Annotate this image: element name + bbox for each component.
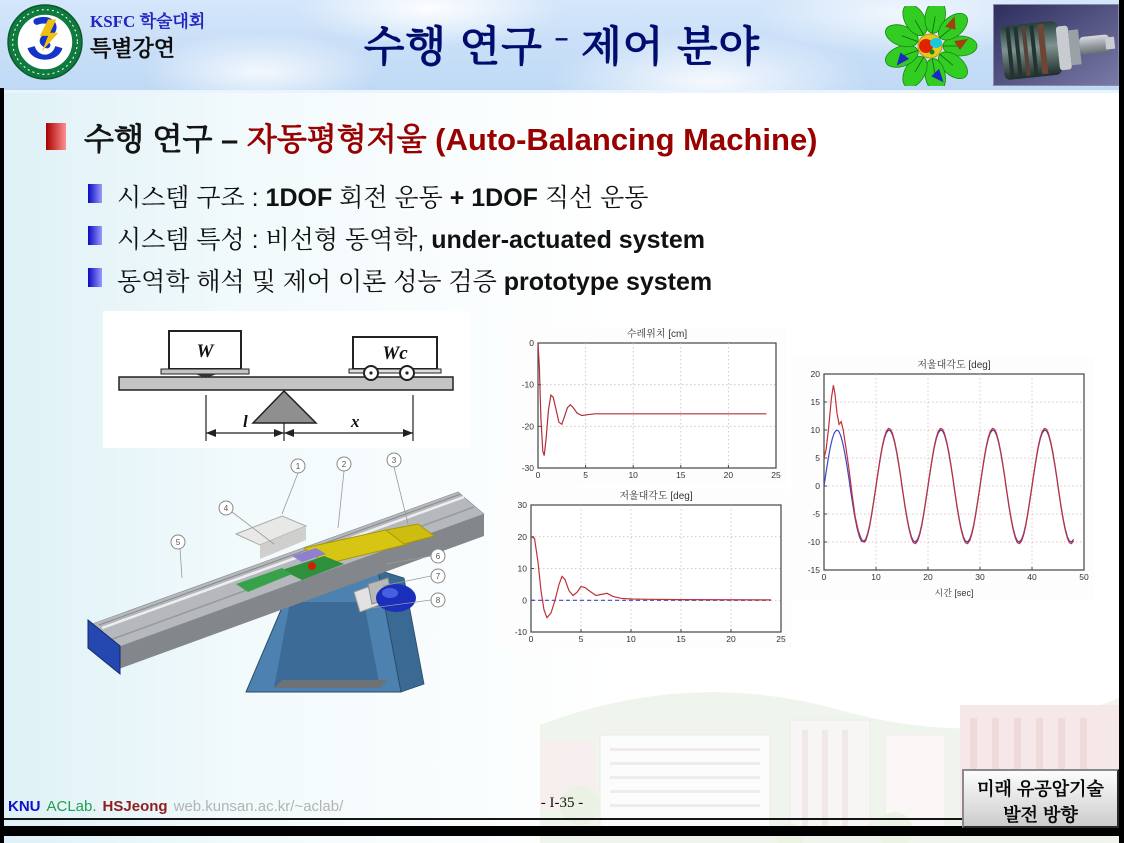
svg-text:0: 0 (821, 572, 827, 582)
main-bullet-text (84, 114, 818, 159)
text-segment: + 1DOF (449, 184, 538, 212)
sub-bullet-text (117, 178, 648, 214)
sub-bullet-prototype (88, 262, 712, 298)
svg-text:-5: -5 (812, 509, 820, 519)
slide-right-border (1119, 0, 1124, 843)
svg-text:8: 8 (435, 596, 441, 605)
svg-text:5: 5 (583, 470, 588, 480)
conference-name: KSFC 학술대회 (90, 12, 206, 31)
header-band (0, 0, 1124, 93)
svg-text:-20: -20 (521, 421, 534, 432)
svg-text:50: 50 (1079, 572, 1089, 582)
motor (376, 584, 416, 612)
title-left: 수행 연구 (363, 23, 543, 70)
series-title-line1: 미래 유공압기술 (977, 779, 1104, 799)
svg-text:-30: -30 (521, 463, 534, 473)
svg-text:20: 20 (923, 572, 933, 582)
text-segment: 동역학 해석 및 제어 이론 성능 검증 (117, 268, 504, 296)
svg-text:5: 5 (175, 538, 181, 547)
svg-text:6: 6 (435, 552, 441, 561)
main-bullet-red-english: (Auto-Balancing Machine) (435, 122, 818, 157)
main-bullet-row (46, 114, 818, 159)
svg-text:20: 20 (810, 369, 820, 379)
blue-square-bullet-icon (88, 268, 102, 287)
svg-text:-15: -15 (807, 565, 820, 575)
chart-beam-angle-step (499, 489, 791, 649)
left-dim-label: l (243, 412, 248, 431)
svg-text:10: 10 (871, 572, 881, 582)
cad-render (86, 452, 504, 697)
svg-text:15: 15 (676, 634, 686, 644)
blue-square-bullet-icon (88, 184, 102, 203)
main-bullet-black: 수행 연구 – (84, 122, 247, 157)
svg-text:30: 30 (975, 572, 985, 582)
svg-text:0: 0 (529, 338, 534, 348)
bottom-black-bar (0, 826, 1124, 836)
svg-text:0: 0 (815, 481, 820, 491)
svg-text:15: 15 (676, 470, 686, 480)
page-number: - I-35 - (540, 795, 584, 811)
footer-divider-line (0, 818, 1124, 820)
svg-text:0: 0 (522, 595, 527, 606)
sub-bullet-text (117, 262, 712, 298)
slide-left-border (0, 88, 4, 843)
svg-text:10: 10 (626, 634, 636, 644)
footer-aclab: ACLab. (46, 798, 97, 815)
svg-text:저울대각도 [deg]: 저울대각도 [deg] (619, 491, 693, 502)
cart-label: Wc (382, 343, 408, 364)
svg-text:20: 20 (726, 634, 736, 644)
chart-beam-angle-sine-tracking (792, 358, 1094, 600)
svg-text:시간 [sec]: 시간 [sec] (934, 588, 974, 598)
right-dim-label: x (351, 412, 360, 431)
text-segment: 직선 운동 (537, 184, 649, 212)
svg-text:수레위치 [cm]: 수레위치 [cm] (626, 329, 688, 340)
svg-text:20: 20 (517, 531, 527, 542)
svg-text:-10: -10 (807, 537, 820, 547)
svg-text:10: 10 (517, 563, 527, 574)
turbine-rotor-image (994, 5, 1118, 85)
weight-block (161, 331, 249, 378)
svg-text:5: 5 (578, 634, 584, 644)
blue-square-bullet-icon (88, 226, 102, 245)
sub-bullet-structure (88, 178, 648, 214)
svg-text:2: 2 (341, 460, 347, 469)
flower-graphic (872, 6, 994, 86)
text-segment: under-actuated system (431, 226, 705, 254)
title-right: 제어 분야 (581, 23, 761, 70)
seesaw-diagram (103, 311, 470, 448)
footer-knu: KNU (8, 798, 41, 815)
text-segment: 1DOF (265, 184, 333, 212)
chart-cart-position (506, 327, 786, 485)
svg-text:25: 25 (771, 470, 781, 480)
svg-text:40: 40 (1027, 572, 1037, 582)
svg-text:20: 20 (723, 470, 734, 480)
svg-text:5: 5 (815, 453, 820, 463)
svg-text:0: 0 (535, 470, 541, 480)
series-title-box (962, 769, 1119, 828)
weight-label: W (196, 341, 214, 362)
svg-text:15: 15 (810, 397, 820, 407)
svg-text:저울대각도 [deg]: 저울대각도 [deg] (917, 360, 991, 371)
red-square-bullet-icon (46, 123, 66, 150)
svg-text:10: 10 (628, 470, 638, 480)
text-segment: 회전 운동 (332, 184, 450, 212)
title-dash: – (554, 25, 570, 52)
svg-text:7: 7 (435, 572, 441, 581)
svg-text:4: 4 (223, 504, 229, 513)
svg-text:3: 3 (391, 456, 397, 465)
svg-text:30: 30 (517, 500, 527, 510)
text-segment: 시스템 구조 : (117, 184, 266, 212)
sub-bullet-characteristics (88, 220, 705, 256)
text-segment: 시스템 특성 : 비선형 동역학, (117, 226, 432, 254)
svg-text:10: 10 (810, 425, 820, 435)
sub-bullet-text (117, 220, 705, 256)
svg-text:1: 1 (295, 462, 301, 471)
prototype-cad-model (86, 452, 504, 697)
balance-schematic (103, 311, 470, 448)
main-bullet-red-korean: 자동평형저울 (246, 122, 436, 157)
turbine-photo (993, 4, 1119, 86)
text-segment: prototype system (503, 268, 713, 296)
footer-author: HSJeong (102, 798, 168, 815)
svg-text:0: 0 (528, 634, 534, 644)
svg-text:25: 25 (776, 634, 786, 644)
lecture-type: 특별강연 (90, 35, 176, 61)
svg-text:-10: -10 (521, 379, 534, 390)
svg-text:-10: -10 (514, 627, 527, 637)
flower-diagram (872, 6, 994, 86)
footer-url: web.kunsan.ac.kr/~aclab/ (173, 798, 344, 815)
series-title-line2: 발전 방향 (1003, 805, 1078, 826)
